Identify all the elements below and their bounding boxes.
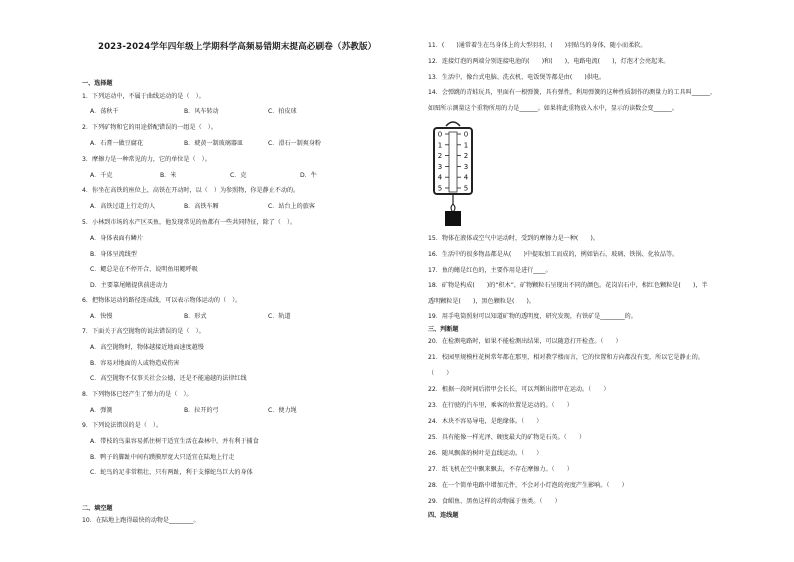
scale-tick-label: 5 xyxy=(437,184,443,193)
question-24: 24．木块不容易导电，是绝缘体。（ ） xyxy=(428,418,543,425)
q6-option-b: B．形式 xyxy=(184,313,207,320)
question-11: 11．( )通常着生在鸟身体上的大型羽羽，( )羽贴鸟的身体，随小而柔软。 xyxy=(428,42,647,49)
q7-option-a: A．高空抛物时，物体越接近地面速度越慢 xyxy=(90,344,204,351)
question-15: 15．物体在液体或空气中运动时，受到的摩擦力是一种( )。 xyxy=(428,235,599,242)
scale-tick-label: 3 xyxy=(463,162,469,171)
q6-option-a: A．快慢 xyxy=(90,313,113,320)
question-12: 12．连接灯泡的两端分别连接电池的( )和( )，电路电流( )，灯泡才会亮起来。 xyxy=(428,58,670,65)
spring-scale-figure xyxy=(428,118,478,228)
scale-tick-label: 1 xyxy=(437,141,443,150)
scale-slot xyxy=(449,132,457,192)
section-judge-heading: 三、判断题 xyxy=(428,326,459,333)
question-1: 1．下列运动中，不属于曲线运动的是（ ）。 xyxy=(82,93,205,100)
q6-option-c: C．轨道 xyxy=(268,313,291,320)
q4-option-b: B．高铁车厢 xyxy=(184,203,219,210)
question-19: 19．用手电筒照射可以知道矿物的透明度，研究发现，有铁矿是________的。 xyxy=(428,313,637,320)
question-21-line-2: （ ） xyxy=(428,370,453,377)
q3-option-a: A．千克 xyxy=(90,172,113,179)
question-22: 22．根据一段时间后指甲会长长，可以判断出指甲在运动。（ ） xyxy=(428,386,610,393)
question-18-line-1: 18．矿物是构成( )的“积木”，矿物颗粒石呈现出不同的颜色。花岗岩石中，相红色颗粒是( )，半 xyxy=(428,282,708,289)
question-2: 2．下列矿物和它的用途搭配错误的一组是（ ）。 xyxy=(82,124,217,131)
q7-option-b: B．容易对地面的人或物造成伤害 xyxy=(90,360,180,367)
scale-tick-label: 3 xyxy=(437,162,443,171)
scale-hook-top xyxy=(446,122,460,126)
q8-option-c: C．便力绳 xyxy=(268,407,297,414)
q8-option-a: A．弹簧 xyxy=(90,407,113,414)
question-27: 27．纸飞机在空中飘来飘去，不存在摩擦力。（ ） xyxy=(428,466,573,473)
q8-option-b: B．拉开的弓 xyxy=(184,407,219,414)
question-13: 13．生活中，像台式电脑、洗衣机、电饭煲等都是由( )供电。 xyxy=(428,74,606,81)
q1-option-b: B．风车转动 xyxy=(184,108,219,115)
question-25: 25．具有能像一样光泽、硬度最大的矿物是石英。（ ） xyxy=(428,434,586,441)
question-10: 10．在陆地上跑得最快的动物是________。 xyxy=(82,517,200,524)
question-29: 29．食鲳鱼、黑鱼这样的动物属于鱼类。（ ） xyxy=(428,498,561,505)
question-20: 20．在检测电路时，如果不能检测出结果，可以随意打开检查。（ ） xyxy=(428,338,622,345)
question-14-line-1: 14．会弹跳的青蛙玩具，里面有一根弹簧，具有弹性，利用弹簧的这种性质制作的测量力的工具叫______， xyxy=(428,89,717,96)
q2-option-c: C．滑石一制爽身粉 xyxy=(268,140,322,147)
q5-option-c: C．鳃总是在不停开合，说明鱼用鳃呼吸 xyxy=(90,266,198,273)
q3-option-d: D．牛 xyxy=(300,172,317,179)
doc-title: 2023-2024学年四年级上学期科学高频易错期末提高必刷卷（苏教版） xyxy=(98,42,377,52)
q9-option-c: C．蛇鸟的足非常粗壮，只有两趾，利于支撑蛇鸟巨大的身体 xyxy=(90,469,253,476)
scale-tick-label: 5 xyxy=(463,184,469,193)
q1-option-c: C．拍皮球 xyxy=(268,108,297,115)
q5-option-d: D．主要靠尾鳍提供前进动力 xyxy=(90,282,168,289)
scale-hook-bottom xyxy=(451,204,455,212)
q1-option-a: A．荡秋千 xyxy=(90,108,119,115)
scale-tick-label: 2 xyxy=(437,152,443,161)
question-9: 9．下列说法错误的是（ ）。 xyxy=(82,422,163,429)
section-match-heading: 四、连线题 xyxy=(428,512,459,519)
scale-tick-label: 0 xyxy=(437,130,443,139)
q5-option-b: B．身体呈流线型 xyxy=(90,251,137,258)
q7-option-c: C．高空抛物不仅事关社会公德，还是不能逾越的法律红线 xyxy=(90,375,247,382)
question-16: 16．生活中的很多物品都是从( )中提取加工而成的，例如钻石、玻璃、铁锅、化妆品等。 xyxy=(428,251,679,258)
q4-option-c: C．站台上的旅客 xyxy=(268,203,315,210)
q2-option-b: B．琥黄一制玻璃器皿 xyxy=(184,140,244,147)
question-17: 17．鱼的鳍是红色的，主要作用是进行____。 xyxy=(428,267,552,274)
q3-option-b: B．米 xyxy=(160,172,177,179)
section-fill-heading: 二、填空题 xyxy=(82,505,113,512)
question-26: 26．随风飘落的树叶是直线运动。（ ） xyxy=(428,450,543,457)
q2-option-a: A．石膏一做豆腐花 xyxy=(90,140,143,147)
question-3: 3．摩擦力是一种常见的力，它的单位是（ ）。 xyxy=(82,156,211,163)
q5-option-a: A．身体表面有鳞片 xyxy=(90,235,143,242)
q4-option-a: A．高铁过道上行走的人 xyxy=(90,203,156,210)
question-28: 28．在一个简单电路中增加元件，不会对小灯泡的亮度产生影响。（ ） xyxy=(428,482,628,489)
question-14-line-2: 如图所示测量这个重物所用的力是______。如果将此重物放入水中，显示的读数会变______。 xyxy=(428,105,678,112)
question-5: 5．小林到市场的水产区买鱼，他发现常见的鱼都有一些共同特征，除了（ ）。 xyxy=(82,219,297,226)
hanging-weight xyxy=(445,211,461,226)
question-7: 7．下面关于高空抛物的说法错误的是（ ）。 xyxy=(82,328,205,335)
scale-tick-label: 4 xyxy=(437,173,443,182)
q9-option-a: A．带枝的鸟巢容易抓住树干适宜生活在森林中，并有利于捕食 xyxy=(90,438,259,445)
scale-tick-label: 2 xyxy=(463,152,469,161)
question-4: 4．你坐在高铁的座位上，高铁在开动时，以（ ）为参照物，你是静止不动的。 xyxy=(82,187,300,194)
q3-option-c: C．克 xyxy=(230,172,247,179)
scale-tick-label: 1 xyxy=(463,141,469,150)
question-8: 8．下列物体已经产生了弹力的是（ ）。 xyxy=(82,391,193,398)
section-choice-heading: 一、选择题 xyxy=(82,80,113,87)
scale-tick-label: 4 xyxy=(463,173,469,182)
question-6: 6．把物体运动的路径连成线，可以表示物体运动的（ ）。 xyxy=(82,297,242,304)
question-23: 23．在行驶的汽车里，乘客的位置是运动的。（ ） xyxy=(428,402,573,409)
question-18-line-2: 透明颗粒是( )，黑色颗粒是( )。 xyxy=(428,298,536,305)
scale-tick-label: 0 xyxy=(463,130,469,139)
q9-option-b: B．鸭子的脚趾中间有蹼膜厚宽大只适宜在陆地上行走 xyxy=(90,454,235,461)
question-21-line-1: 21．校园里规模柱花树常年都在那里，相对教学楼而言，它的位置和方向都没有变，所以它是静止的。 xyxy=(428,354,704,361)
